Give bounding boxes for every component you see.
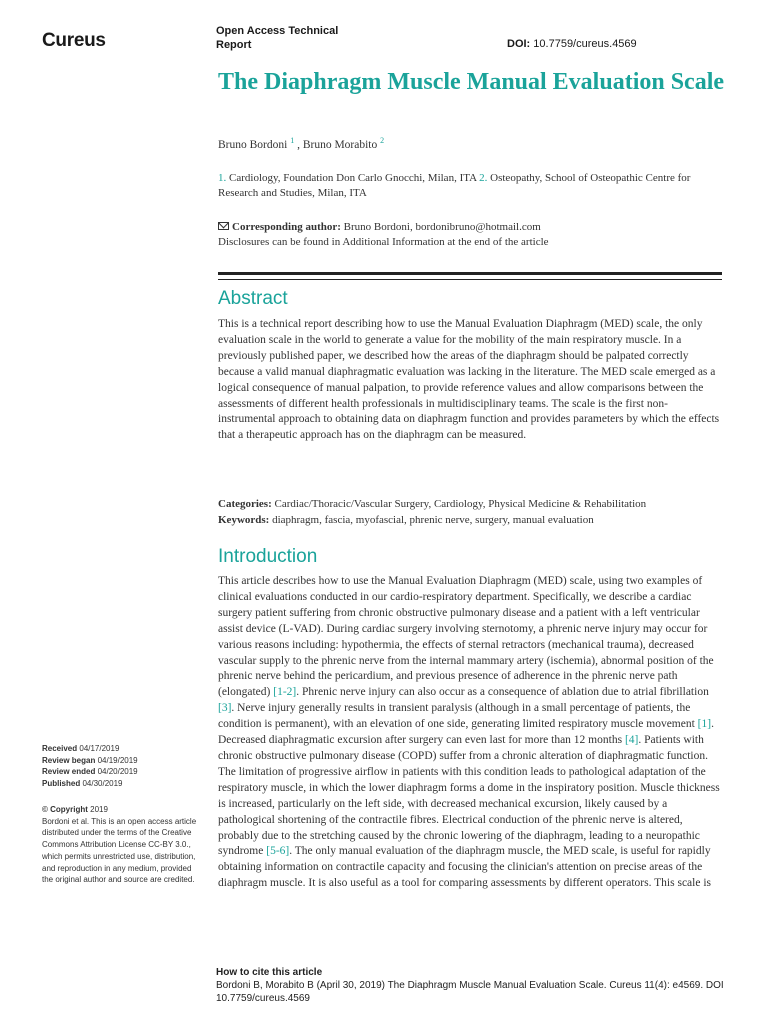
journal-logo: Cureus (42, 30, 106, 51)
correspondence (218, 220, 718, 250)
license-text: Bordoni et al. This is an open access article distributed under the terms of the Creative Commons Attribution License CC-BY 3.0., which permits unrestricted use, distribution, and reproduction in any medium, provided the original author and source are credited. (42, 816, 197, 885)
copyright-label: © Copyright (42, 805, 88, 814)
review-ended-label: Review ended (42, 767, 96, 777)
received-date (42, 743, 202, 755)
received-value: 04/17/2019 (77, 744, 120, 753)
intro-sentence: . Nerve injury generally results in transient paralysis (although in a small percentage of patients, the condition is permanent), with an elevation of one side, generating limited respiratory muscle movement (218, 702, 698, 731)
doi-value: 10.7759/cureus.4569 (533, 38, 637, 50)
section-divider (218, 272, 722, 275)
introduction-text (218, 574, 722, 892)
reference-link[interactable]: [3] (218, 702, 232, 715)
intro-sentence: . Decreased diaphragmatic excursion after surgery can even last for more than 12 months (218, 718, 714, 747)
copyright-year: 2019 (87, 805, 108, 814)
intro-sentence: . Phrenic nerve injury can also occur as a consequence of ablation due to atrial fibrillation (296, 686, 709, 699)
keywords (218, 514, 728, 526)
affiliation-text: Osteopathy, School of Osteopathic Centre for Research and Studies, Milan, ITA (218, 172, 691, 199)
article-type: Open Access Technical Report (216, 25, 339, 51)
intro-sentence: . The only manual evaluation of the diaphragm muscle, the MED scale, is useful for rapidly obtaining information on contractile capacity and focusing the clinician's attention on precise areas of the diaphragm muscle. It is also useful as a tool for comparing assessments by different operators. This scale is (218, 845, 712, 890)
author-separator: , (294, 138, 303, 151)
abstract-heading: Abstract (218, 288, 288, 309)
review-began-value: 04/19/2019 (95, 755, 138, 765)
affiliation-marker[interactable]: 2 (380, 136, 385, 145)
author-name: Bruno Morabito (302, 138, 378, 151)
published-value: 04/30/2019 (80, 779, 123, 789)
abstract-text: This is a technical report describing how to use the Manual Evaluation Diaphragm (MED) scale, the only evaluation scale in the world to generate a value for the mobility of the main respiratory muscle. In a previously published paper, we described how the areas of the diaphragm should be palpated correctly because a valid manual diaphragmatic evaluation was lacking in the literature. The MED scale emerged as a logical consequence of manual palpation, to provide reference values and allow comparisons between the assessments of different health professionals in multidisciplinary teams. The scale is the first non-instrumental approach to obtaining data on diaphragm function and provides parameters by which the effects that a therapeutic approach has on the diaphragm can be measured. (218, 318, 720, 442)
review-ended-value: 04/20/2019 (95, 767, 138, 777)
review-ended-date (42, 766, 202, 778)
section-divider (218, 279, 722, 280)
article-dates (42, 743, 202, 790)
corresponding-author-line (218, 220, 718, 235)
reference-link[interactable]: [5-6] (266, 845, 290, 858)
published-label: Published (42, 779, 81, 789)
affiliation-number: 2. (479, 172, 488, 184)
reference-link[interactable]: [1] (697, 718, 712, 731)
author-name: Bruno Bordoni (218, 138, 288, 151)
citation-block (216, 966, 726, 1005)
intro-sentence: This article describes how to use the Manual Evaluation Diaphragm (MED) scale, using two examples of clinical evaluations conducted in our cardio-respiratory department. Specifically, we describe a cardiac surgery patient suffering from chronic obstructive pulmonary disease and a patient with a left ventricular assist device (L-VAD). During cardiac surgery involving sternotomy, a phrenic nerve injury may occur for various reasons including: hypothermia, the effects of sternal retractors (mechanical trauma), decreased vascular supply to the phrenic nerve from the internal mammary artery (ischemia), abnormal position of the phrenic nerve behind the pericardium, and previous presence of adherence in the phrenic nerve path (elongated) (218, 575, 714, 699)
review-began-date (42, 755, 202, 767)
intro-sentence: . Patients with chronic obstructive pulmonary disease (COPD) suffer from a chronic alteration of diaphragmatic function. The limitation of progressive airflow in patients with this condition leads to pathological adaptation of the respiratory muscle, in which the lower diaphragm forms a dome in the inspiratory position. Muscle thickness is increased, particularly on the left side, with decreased mechanical excursion, likely caused by a pathological shortening of the contractile fibres. Electrical conduction of the phrenic nerve is altered, probably due to the stretching caused by the chronic lowering of the diaphragm, leading to a neuropathic syndrome (218, 734, 720, 858)
keywords-label: Keywords: (218, 514, 270, 526)
doi (507, 38, 637, 50)
review-began-label: Review began (42, 755, 96, 765)
corresponding-author-value[interactable]: Bruno Bordoni, bordonibruno@hotmail.com (340, 221, 541, 233)
copyright-block (42, 804, 202, 886)
reference-link[interactable]: [1-2] (273, 686, 297, 699)
corresponding-author-label: Corresponding author: (232, 221, 341, 233)
categories-label: Categories: (218, 498, 272, 510)
received-label: Received (42, 744, 78, 753)
categories-value: Cardiac/Thoracic/Vascular Surgery, Cardiology, Physical Medicine & Rehabilitation (271, 498, 647, 510)
published-date (42, 778, 202, 790)
introduction-heading: Introduction (218, 546, 318, 567)
affiliations (218, 171, 718, 201)
disclosures-note: Disclosures can be found in Additional Information at the end of the article (218, 236, 549, 248)
categories (218, 498, 728, 510)
copyright-line (42, 804, 202, 816)
affiliation-text: Cardiology, Foundation Don Carlo Gnocchi, Milan, ITA (226, 172, 480, 184)
reference-link[interactable]: [4] (624, 734, 639, 747)
author-list (218, 136, 384, 151)
keywords-value: diaphragm, fascia, myofascial, phrenic nerve, surgery, manual evaluation (269, 514, 594, 526)
citation-heading: How to cite this article (216, 967, 323, 978)
affiliation-number: 1. (218, 172, 227, 184)
doi-label: DOI: (507, 38, 531, 50)
citation-text: Bordoni B, Morabito B (April 30, 2019) The Diaphragm Muscle Manual Evaluation Scale. Cureus 11(4): e4569. DOI 10.7759/cureus.4569 (216, 980, 724, 1004)
article-title: The Diaphragm Muscle Manual Evaluation Scale (218, 69, 725, 95)
affiliation-marker[interactable]: 1 (290, 136, 295, 145)
envelope-icon (218, 222, 229, 230)
